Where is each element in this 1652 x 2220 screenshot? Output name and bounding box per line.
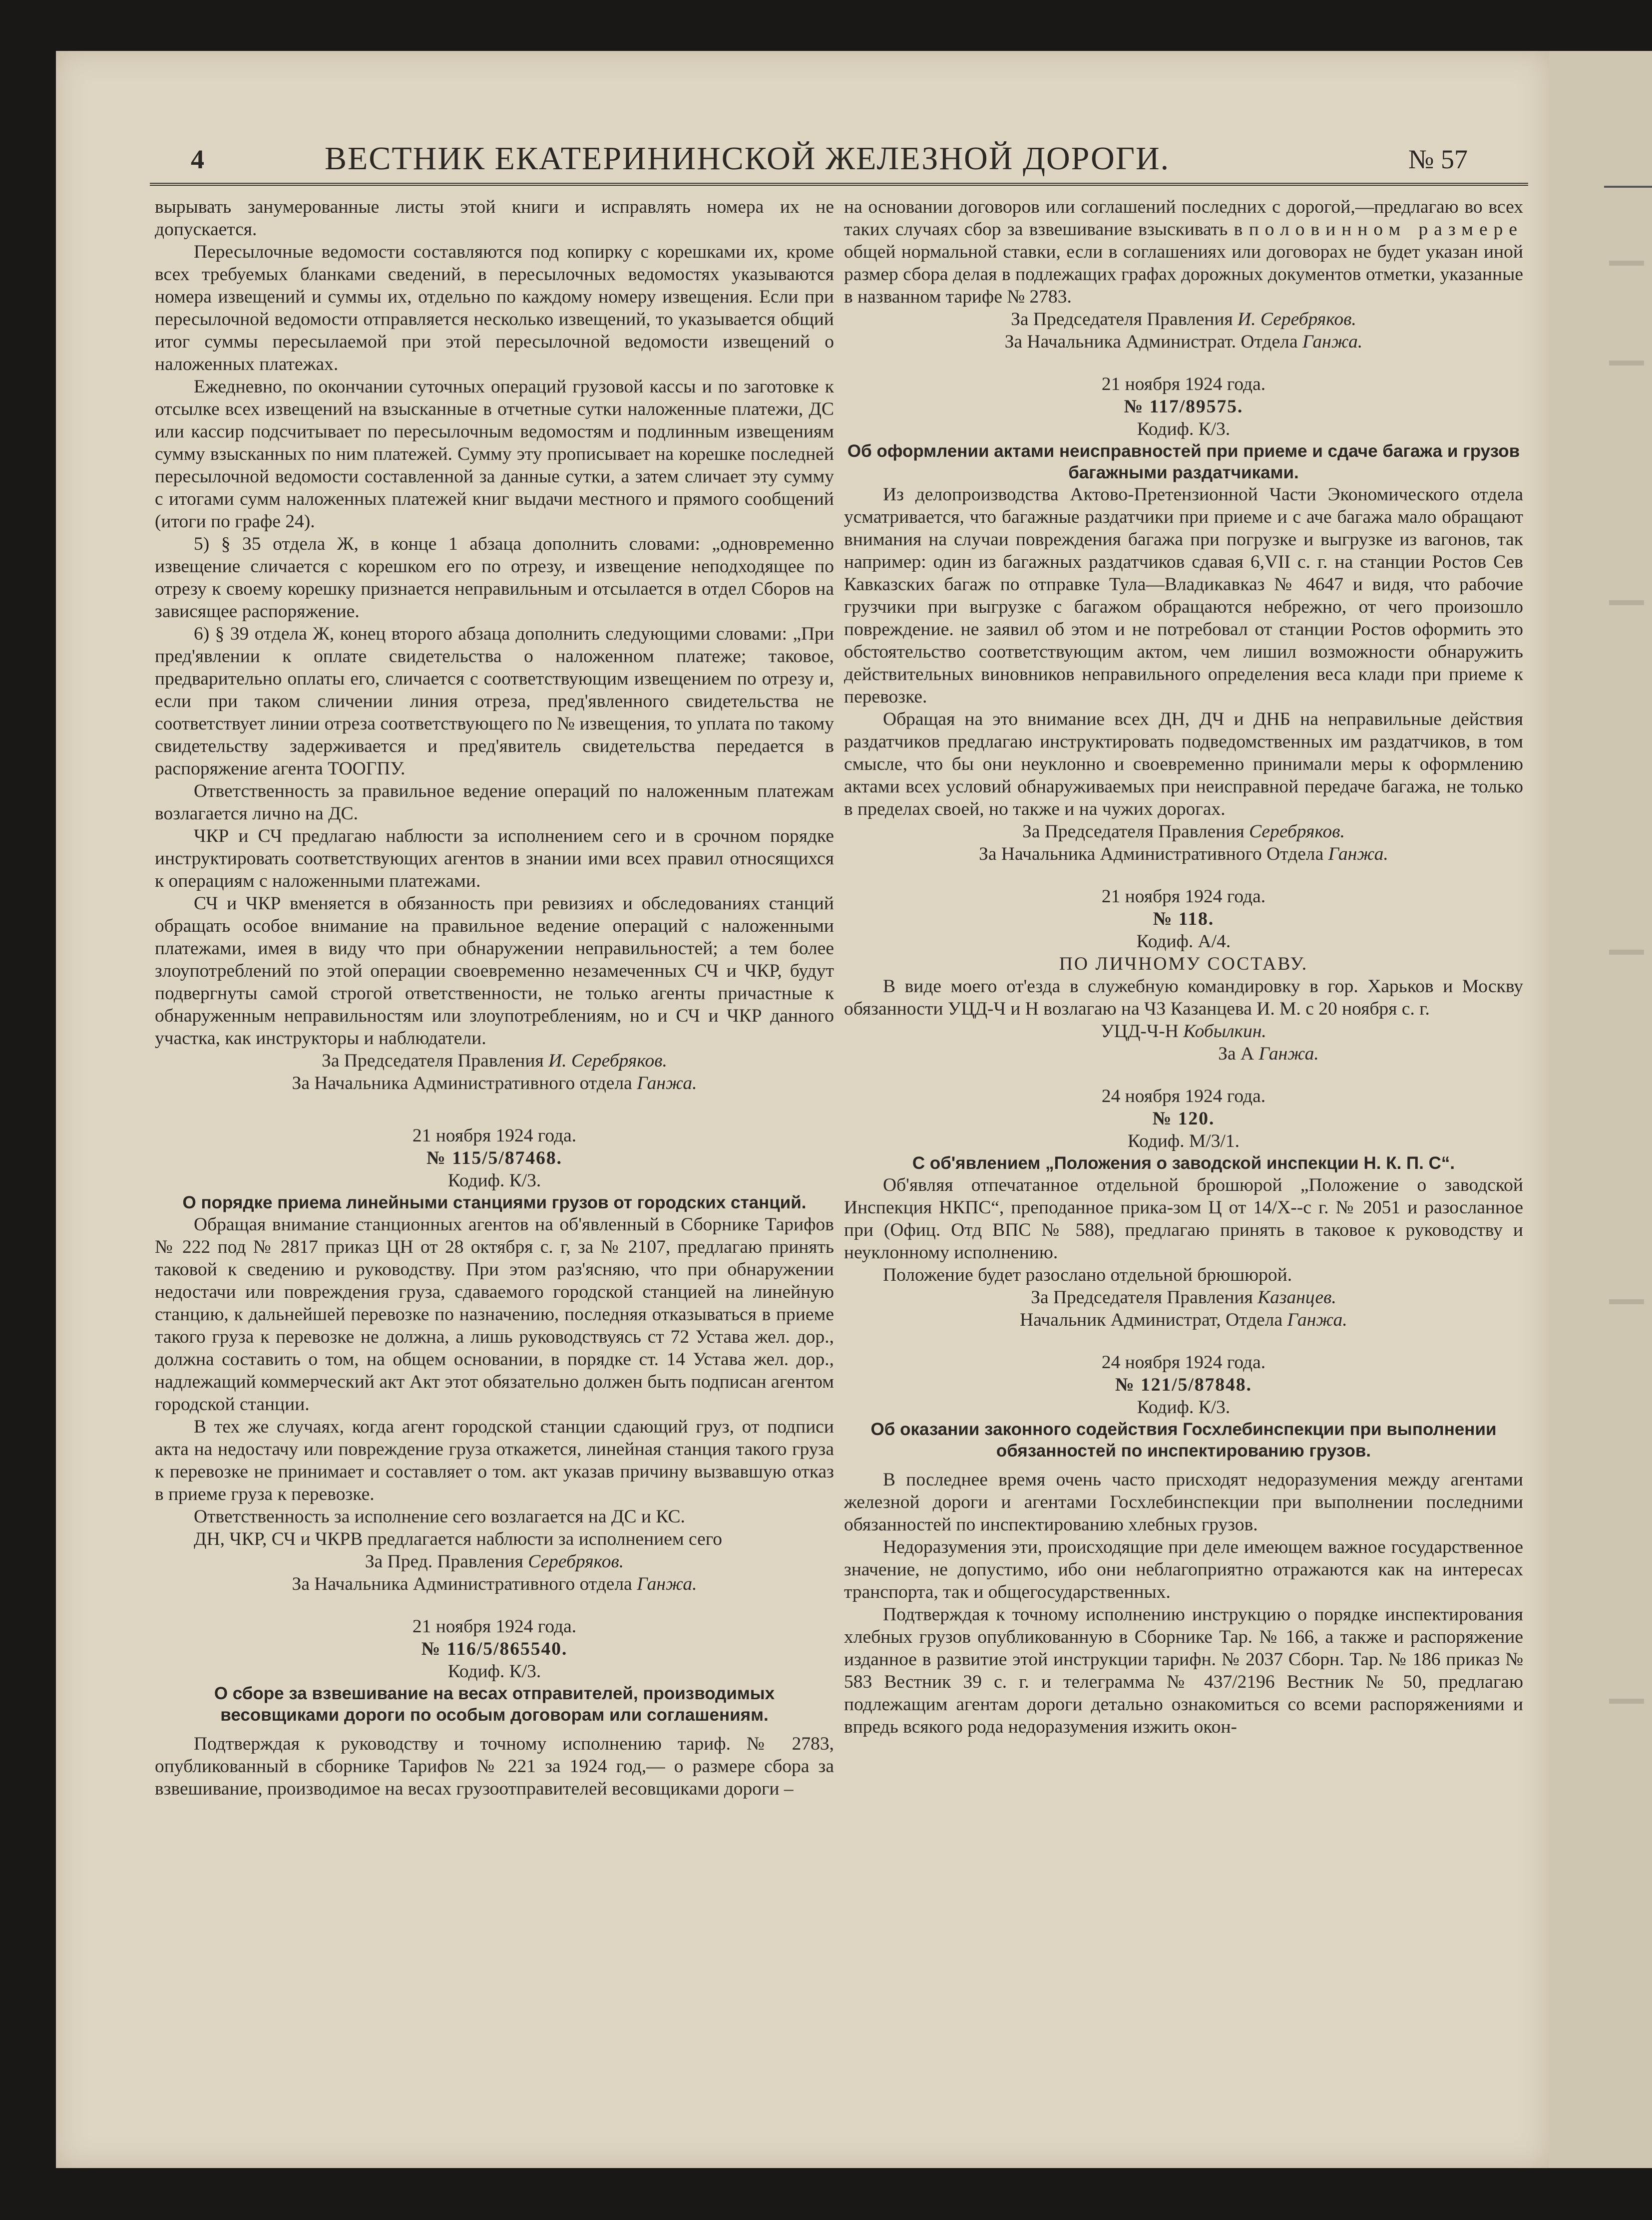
newspaper-title: ВЕСТНИК ЕКАТЕРИНИНСКОЙ ЖЕЛЕЗНОЙ ДОРОГИ. — [325, 140, 1170, 177]
order-date: 21 ноября 1924 года. — [1101, 886, 1266, 907]
header-rule — [150, 183, 1528, 186]
order-date: 24 ноября 1924 года. — [1101, 1086, 1266, 1107]
paragraph: Ответственность за исполнение сего возлагается на ДС и КС. — [194, 1506, 685, 1527]
paragraph: Подтверждая к руководству и точному исполнению тариф. № 2783, опубликованный в сборнике Тарифов № 221 за 1924 год,— о размере сбора за взвешивание, производимое на весах грузоотправителей весовщиками дороги – — [155, 1734, 834, 1799]
signature-line: За Председателя Правления И. Серебряков. — [1011, 309, 1356, 330]
paragraph: Ответственность за правильное ведение операций по наложенным платежам возлагается лично на ДС. — [155, 781, 834, 824]
paragraph: ДН, ЧКР, СЧ и ЧКРВ предлагается наблюсти за исполнением сего — [194, 1529, 722, 1549]
adjacent-text-fragment — [1609, 361, 1644, 366]
order-number: № 121/5/87848. — [1115, 1375, 1252, 1395]
paragraph: Подтверждая к точному исполнению инструкцию о порядке инспектирования хлебных грузов опубликованную в Сборнике Тар. № 166, а также и распоряжение изданное в развитие этой инструкции тарифн. № 2037 Сборн. Тар. № 186 приказ № 583 Вестник 39 с. г. и телеграмма № 437/2196 Вестник № 50, предлагаю подлежащим агентам дороги детально ознакомиться со всеми распоряжениями и впредь всякого рода недоразумения изжить окон- — [844, 1604, 1523, 1737]
order-code: Кодиф. М/3/1. — [1127, 1131, 1240, 1151]
order-number: № 117/89575. — [1124, 396, 1243, 417]
order-title: О сборе за взвешивание на весах отправителей, производимых весовщиками дороги по особым договорам или соглашениям. — [214, 1684, 775, 1725]
page-number: 4 — [191, 144, 204, 174]
paragraph: вырывать занумерованные листы этой книги и исправлять номера их не допускается. — [155, 197, 834, 240]
paragraph: 5) § 35 отдела Ж, в конце 1 абзаца дополнить словами: „одновременно извещение сличается с корешком его по отрезу, и извещение неподходящее по отрезу к своему корешку признается неправильным и отсылается в отдел Сборов на зависящее распоряжение. — [155, 534, 834, 622]
order-code: Кодиф. А/4. — [1136, 931, 1231, 952]
paragraph: В последнее время очень часто присходят недоразумения между агентами железной дороги и агентами Госхлебинспекции при выполнении последними обязанностей по инспектированию хлебных грузов. — [844, 1470, 1523, 1535]
signature-line: Начальник Администрат, Отдела Ганжа. — [1020, 1310, 1347, 1330]
adjacent-page-edge — [1549, 51, 1652, 2168]
order-number: № 118. — [1153, 909, 1215, 929]
adjacent-text-fragment — [1609, 1299, 1644, 1304]
signature-line: За Председателя Правления Серебряков. — [1022, 821, 1345, 842]
paragraph: В виде моего от'езда в служебную командировку в гор. Харьков и Москву обязанности УЦД-Ч и Н возлагаю на ЧЗ Казанцева И. М. с 20 ноября с. г. — [844, 976, 1523, 1019]
order-title: С об'явлением „Положения о заводской инспекции Н. К. П. С“. — [912, 1153, 1455, 1173]
signature-line: За Начальника Административного отдела Ганжа. — [292, 1073, 697, 1094]
order-number: № 116/5/865540. — [421, 1639, 568, 1659]
order-code: Кодиф. К/3. — [1137, 1397, 1231, 1418]
order-title: Об оказании законного содействия Госхлебинспекции при выполнении обязанностей по инспектированию грузов. — [870, 1420, 1497, 1461]
signature-line: За Пред. Правления Серебряков. — [365, 1551, 624, 1572]
paragraph: Ежедневно, по окончании суточных операций грузовой кассы и по заготовке к отсылке всех извещений на взысканные в отчетные сутки наложенные платежи, ДС или кассир подсчитывает по пересылочным ведомостям и подлинным извещениям сумму взысканных по ним платежей. Сумму эту прописывает на корешке последней пересылочной ведомости составленной за данные сутки, а затем сличает эту сумму с итогами сумм наложенных платежей книг выдачи местного и прямого сообщений (итоги по графе 24). — [155, 376, 834, 532]
order-title: ПО ЛИЧНОМУ СОСТАВУ. — [1059, 954, 1308, 974]
paragraph: ЧКР и СЧ предлагаю наблюсти за исполнением сего и в срочном порядке инструктировать соответствующих агентов в знании ими всех правил относящихся к операциям с наложенными платежами. — [155, 826, 834, 891]
paragraph: на основании договоров или соглашений последних с дорогой,—предлагаю во всех таких случаях сбор за взвешивание взыскивать в половинном размере общей нормальной ставки, если в соглашениях или договорах не будет указан иной размер сбора делая в подлежащих графах дорожных документов отметки, указанные в названном тарифе № 2783. — [844, 197, 1523, 307]
signature-line: За Начальника Администрат. Отдела Ганжа. — [1004, 332, 1363, 352]
order-title: Об оформлении актами неисправностей при приеме и сдаче багажа и грузов багажными раздатчиками. — [847, 441, 1520, 482]
paragraph: Обращая внимание станционных агентов на об'явленный в Сборнике Тарифов № 222 под № 2817 приказ ЦН от 28 октября с. г, за № 2107, предлагаю принять таковой к сведению и руководству. При этом раз'ясняю, что при обнаружении недостачи или повреждения груза, сдаваемого городской станцией на линейную станцию, к дальнейшей перевозке по назначению, последняя отказываться в приеме такого груза к перевозке не должна, а лишь руководствуясь ст 72 Устава жел. дор., должна составить о том, на общем основании, в порядке ст. 14 Устава жел. дор., надлежащий коммерческий акт Акт этот обязательно должен быть подписан агентом городской станции. — [155, 1214, 834, 1415]
adjacent-text-fragment — [1609, 261, 1644, 266]
order-title: О порядке приема линейными станциями грузов от городских станций. — [182, 1193, 807, 1212]
order-date: 24 ноября 1924 года. — [1101, 1352, 1266, 1373]
paragraph: Положение будет разослано отдельной брюшюрой. — [883, 1265, 1292, 1285]
signature-line: За Председателя Правления Казанцев. — [1031, 1287, 1336, 1308]
paragraph: Об'являя отпечатанное отдельной брошюрой „Положение о заводской Инспекция НКПС“, преподанное прика-зом Ц от 14/X--с г. № 2051 и разосланное при (Офиц. Отд ВПС № 588), предлагаю принять в таковое к руководству и неуклонному исполнению. — [844, 1175, 1523, 1263]
signature-line: УЦД-Ч-Н Кобылкин. — [1101, 1021, 1266, 1042]
signature-line: За Начальника Административного отдела Ганжа. — [292, 1574, 697, 1594]
adjacent-page-rule — [1604, 186, 1652, 188]
signature-line: За А Ганжа. — [1218, 1044, 1319, 1064]
issue-number: № 57 — [1408, 144, 1468, 174]
order-code: Кодиф. К/3. — [447, 1661, 541, 1682]
paragraph: Обращая на это внимание всех ДН, ДЧ и ДНБ на неправильные действия раздатчиков предлагаю инструктировать подведомственных им раздатчиков, в том смысле, что бы они неуклонно и своевременно принимали меры к оформлению актами всех условий обнаруживаемых при неисправной передаче багажа, не только в пределах своей, но также и на чужих дорогах. — [844, 709, 1523, 819]
order-date: 21 ноября 1924 года. — [412, 1616, 577, 1637]
order-code: Кодиф. К/3. — [447, 1170, 541, 1191]
right-column — [844, 196, 1523, 1738]
adjacent-text-fragment — [1609, 600, 1644, 605]
signature-line: За Начальника Административного Отдела Ганжа. — [979, 844, 1388, 864]
order-date: 21 ноября 1924 года. — [1101, 374, 1266, 394]
paragraph: Из делопроизводства Актово-Претензионной Части Экономического отдела усматривается, что багажные раздатчики при приеме и с аче багажа мало обращают внимания на случаи повреждения багажа при погрузке и выгрузке из вагонов, так например: один из багажных раздатчиков сдавая 6,VII с. г. на станции Ростов Сев Кавказских багаж по отправке Тула—Владикавказ № 4647 и видя, что рабочие грузчики при выгрузке с багажом обращаются небрежно, от чего произошло повреждение. не заявил об этом и не потребовал от станции Ростов оформить это обстоятельство соответствующим актом, чем лишил возможности обнаружить действительных виновников неправильного определения веса клади при приеме к перевозке. — [844, 484, 1523, 707]
paragraph: Недоразумения эти, происходящие при деле имеющем важное государственное значение, не допустимо, ибо они неблагоприятно отражаются как на интересах транспорта, так и общегосударственных. — [844, 1537, 1523, 1602]
paragraph: 6) § 39 отдела Ж, конец второго абзаца дополнить следующими словами: „При пред'явлении к оплате свидетельства о наложенном платеже; таковое, предварительно оплаты его, сличается с соответствующим извещением по отрезу и, если при таком сличении линия отреза, пред'явленного свидетельства не соответствует линии отреза соответствующего по № извещения, то уплата по такому свидетельству задерживается и пред'явитель свидетельства передается в распоряжение агента ТООГПУ. — [155, 624, 834, 779]
order-date: 21 ноября 1924 года. — [412, 1125, 577, 1146]
paragraph: Пересылочные ведомости составляются под копирку с корешками их, кроме всех требуемых бланками сведений, в пересылочных ведомостях указываются номера извещений и суммы их, отдельно по каждому номеру извещения. Если при пересылочной ведомости отправляется несколько извещений, то указывается общий итог суммы пересылаемой при этой пересылочной ведомости извещений о наложенных платежах. — [155, 242, 834, 374]
left-column — [155, 196, 834, 1800]
order-number: № 120. — [1152, 1109, 1215, 1129]
adjacent-text-fragment — [1609, 950, 1644, 955]
paragraph: СЧ и ЧКР вменяется в обязанность при ревизиях и обследованиях станций обращать особое внимание на правильное ведение операций с наложенными платежами, имея в виду что при обнаружении неправильностей; а тем более злоупотреблений по этой операции своевременно незамеченных СЧ и ЧКР, будут подвергнуты самой строгой ответственности, не только агенты причастные к обнаруженным неправильностям или злоупотреблениям, но и СЧ и ЧКР данного участка, как инструкторы и наблюдатели. — [155, 893, 834, 1049]
page-header — [135, 140, 1533, 184]
order-number: № 115/5/87468. — [426, 1148, 562, 1168]
adjacent-text-fragment — [1609, 1699, 1644, 1704]
order-code: Кодиф. К/3. — [1137, 419, 1231, 439]
paragraph: В тех же случаях, когда агент городской станции сдающий груз, от подписи акта на недостачу или повреждение груза откажется, линейная станция такого груза к перевозке не принимает и составляет о том. акт указав причину вызвавшую отказ в приеме груза к перевозке. — [155, 1417, 834, 1504]
signature-line: За Председателя Правления И. Серебряков. — [322, 1051, 667, 1071]
